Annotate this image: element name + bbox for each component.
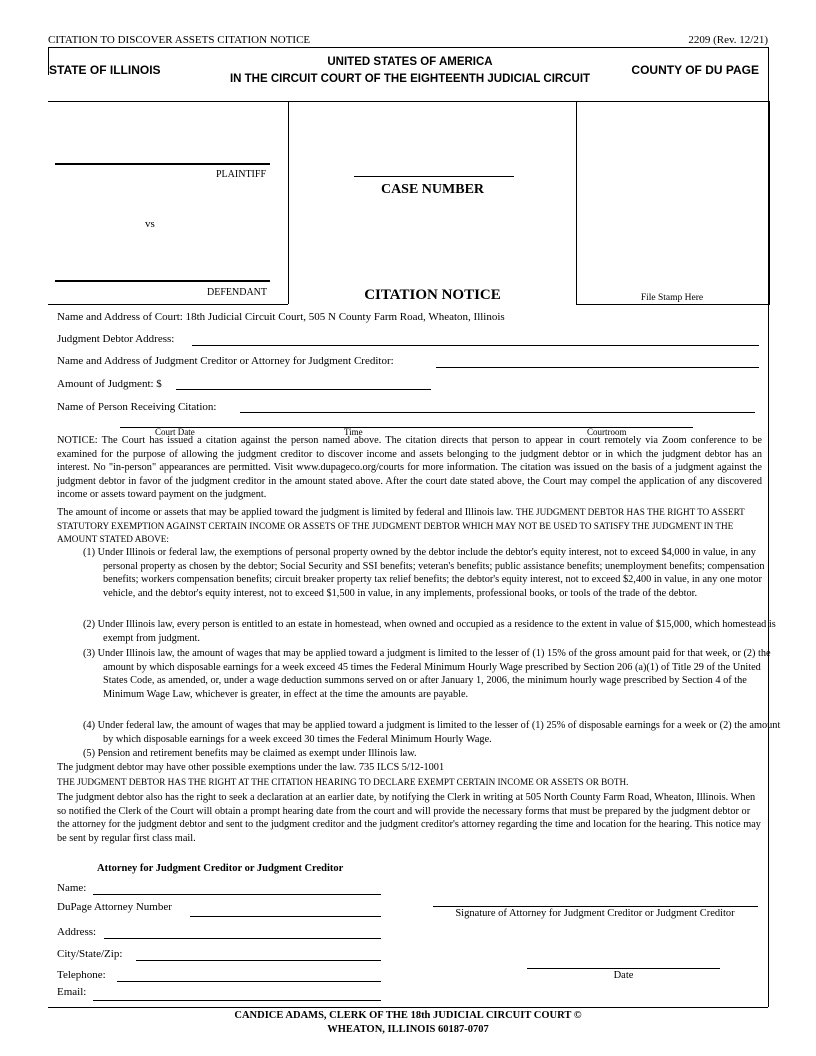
vs-label: vs	[145, 218, 155, 230]
courtroom-label: Courtroom	[587, 427, 627, 437]
date-label: Date	[613, 970, 634, 981]
creditor-line[interactable]	[436, 367, 759, 368]
time-label: Time	[344, 427, 363, 437]
court-label: IN THE CIRCUIT COURT OF THE EIGHTEENTH JUDICIAL CIRCUIT	[229, 73, 591, 85]
attorney-phone-label: Telephone:	[57, 969, 106, 981]
earlier-declaration-paragraph: The judgment debtor also has the right to seek a declaration at an earlier date, by notifying the Clerk in writing at 505 North County Farm Road, Wheaton, Illinois. When so notified the Clerk of the Court will obtain a prompt hearing date from the court and will provide the necessary forms that must be prepared by the judgment debtor or the attorney for the judgment debtor and sent to the judgment creditor and the judgment creditor's attorney regarding the time and location for the hearing. This notice may be sent by regular first class mail.	[57, 792, 761, 844]
defendant-line[interactable]	[55, 280, 270, 282]
court-name-row	[57, 311, 505, 323]
exemption-item-3: (3) Under Illinois law, the amount of wages that may be applied toward a judgment is limited to the lesser of (1) 15% of the gross amount paid for that week, or (2) the amount by which disposable earnings for a week exceed 45 times the Federal Minimum Hourly Wage prescribed by Section 206 (a)(1) of Title 29 of the United States Code, as amended, or, under a wage deduction summons served on or after January 1, 2006, the minimum hourly wage prescribed by Section 4 of the Minimum Wage Law, whichever is greater, in effect at the time the amounts are payable.	[83, 648, 771, 700]
creditor-label: Name and Address of Judgment Creditor or Attorney for Judgment Creditor:	[57, 355, 394, 367]
attorney-name-label: Name:	[57, 882, 87, 894]
declare-exempt-caps: THE JUDGMENT DEBTOR HAS THE RIGHT AT THE CITATION HEARING TO DECLARE EXEMPT CERTAIN INCOME OR ASSETS OR BOTH.	[57, 777, 629, 787]
signature-label: Signature of Attorney for Judgment Creditor or Judgment Creditor	[455, 908, 735, 919]
plaintiff-line[interactable]	[55, 163, 270, 165]
recipient-label: Name of Person Receiving Citation:	[57, 401, 217, 413]
attorney-number-line[interactable]	[190, 916, 381, 917]
attorney-address-line[interactable]	[104, 938, 381, 939]
form-number: 2209 (Rev. 12/21)	[688, 34, 768, 46]
citation-notice-title: CITATION NOTICE	[364, 287, 501, 303]
attorney-phone-line[interactable]	[117, 981, 381, 982]
country-label: UNITED STATES OF AMERICA	[327, 56, 493, 68]
outer-border-left-top	[48, 47, 49, 75]
caption-left-bottom	[48, 304, 288, 305]
debtor-address-label: Judgment Debtor Address:	[57, 333, 175, 345]
exemption-item-5: (5) Pension and retirement benefits may be claimed as exempt under Illinois law.	[83, 748, 417, 759]
attorney-number-label: DuPage Attorney Number	[57, 901, 172, 913]
county-label: COUNTY OF DU PAGE	[631, 63, 759, 77]
notice-paragraph: NOTICE: The Court has issued a citation against the person named above. The citation directs that person to appear in court remotely via Zoom conference to be examined for the purpose of allowing the judgment creditor to discover income and assets belonging to the judgment debtor or in which the judgment debtor has an interest. No "in-person" appearances are permitted. Visit www.dupageco.org/courts for more information. The citation was issued on the basis of a judgment against the judgment debtor in favor of the judgment creditor in the amount stated above. After the court date stated above, the Court may compel the application of any discovered income or assets toward payment on the judgment.	[57, 435, 762, 501]
recipient-line[interactable]	[240, 412, 755, 413]
debtor-address-line[interactable]	[192, 345, 759, 346]
attorney-city-line[interactable]	[136, 960, 381, 961]
other-exemptions: The judgment debtor may have other possible exemptions under the law. 735 ILCS 5/12-1001	[57, 762, 445, 773]
exemption-item-4: (4) Under federal law, the amount of wages that may be applied toward a judgment is limited to the lesser of (1) 25% of disposable earnings for a week or (2) the amount by which disposable earnings for a week exceed 30 times the Federal Minimum Hourly Wage.	[83, 720, 781, 745]
signature-line[interactable]	[433, 906, 758, 907]
exemption-item-2: (2) Under Illinois law, every person is entitled to an estate in homestead, when owned and occupied as a residence to the extent in value of $15,000, which homestead is exempt from judgment.	[83, 619, 776, 644]
footer-clerk: CANDICE ADAMS, CLERK OF THE 18th JUDICIAL CIRCUIT COURT ©	[234, 1010, 582, 1021]
outer-border-bottom	[48, 1007, 768, 1008]
amount-line[interactable]	[176, 389, 431, 390]
state-label: STATE OF ILLINOIS	[49, 63, 161, 77]
header-rule	[48, 47, 768, 48]
form-title: CITATION TO DISCOVER ASSETS CITATION NOTICE	[48, 34, 311, 46]
date-line[interactable]	[527, 968, 720, 969]
case-number-line[interactable]	[354, 176, 514, 177]
amount-label: Amount of Judgment: $	[57, 378, 162, 390]
defendant-label: DEFENDANT	[207, 287, 267, 298]
attorney-email-line[interactable]	[93, 1000, 381, 1001]
limits-lead: The amount of income or assets that may be applied toward the judgment is limited by federal and Illinois law.	[57, 507, 514, 518]
exemption-rights-caps: THE JUDGMENT DEBTOR HAS THE RIGHT TO ASSERT STATUTORY EXEMPTION AGAINST CERTAIN INCOME OR ASSETS OF THE JUDGMENT DEBTOR WHICH MAY NOT BE USED TO SATISFY THE JUDGMENT IN THE AMOUNT STATED ABOVE:	[57, 507, 745, 545]
plaintiff-label: PLAINTIFF	[216, 169, 267, 180]
case-number-label: CASE NUMBER	[380, 182, 485, 197]
file-stamp-box	[576, 101, 770, 305]
attorney-address-label: Address:	[57, 926, 97, 938]
attorney-city-label: City/State/Zip:	[57, 948, 123, 960]
caption-left-box-border	[288, 101, 289, 304]
exemption-item-1: (1) Under Illinois or federal law, the exemptions of personal property owned by the debtor include the debtor's equity interest, not to exceed $4,000 in value, in any personal property as chosen by the debtor; Social Security and SSI benefits; veteran's benefits; public assistance benefits; unemployment benefits; compensation benefits; workers compensation benefits; circuit breaker property tax relief benefits; the debtor's equity interest, not to exceed $2,400 in value, in any one motor vehicle, and the debtor's equity interest, not to exceed $1,500 in value, in any implements, professional books, or tools of the trade of the debtor.	[83, 547, 765, 599]
court-date-label: Court Date	[155, 427, 195, 437]
attorney-name-line[interactable]	[93, 894, 381, 895]
file-stamp-label: File Stamp Here	[640, 293, 704, 303]
footer-address: WHEATON, ILLINOIS 60187-0707	[327, 1024, 489, 1035]
attorney-heading: Attorney for Judgment Creditor or Judgment Creditor	[97, 863, 344, 874]
court-name-label: Name and Address of Court:	[57, 311, 183, 323]
limits-paragraph	[57, 506, 762, 547]
attorney-email-label: Email:	[57, 986, 87, 998]
court-name-value: 18th Judicial Circuit Court, 505 N County Farm Road, Wheaton, Illinois	[185, 311, 505, 323]
